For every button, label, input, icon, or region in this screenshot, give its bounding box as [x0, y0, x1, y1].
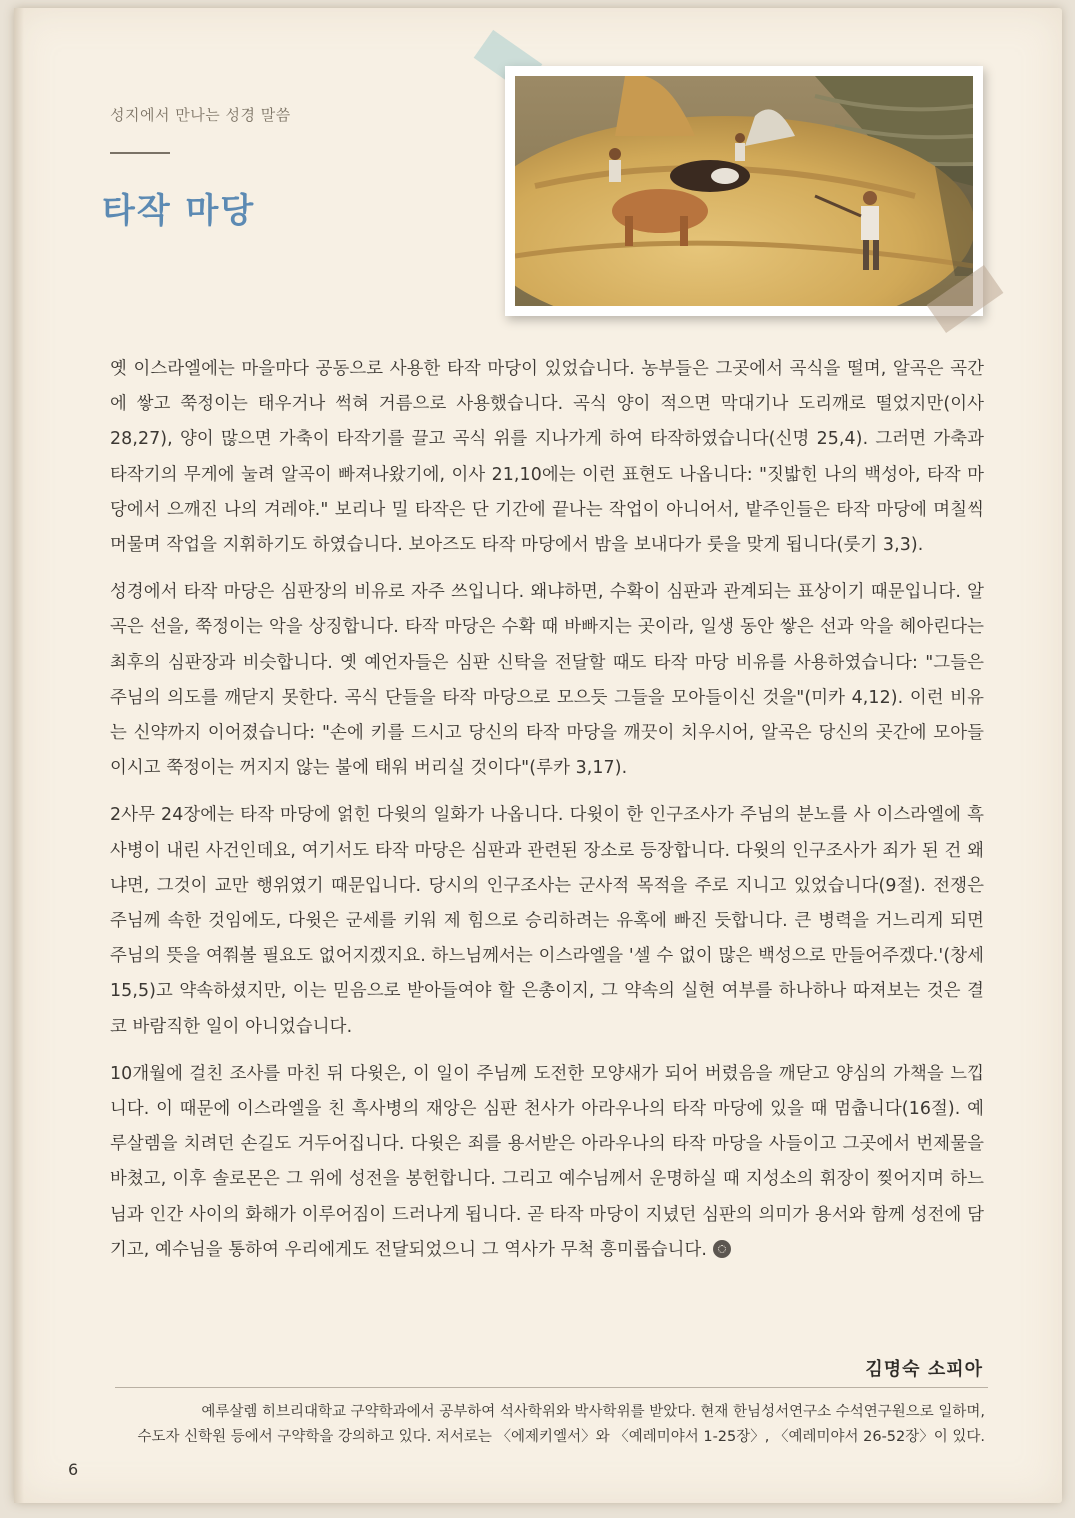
author-bio-line-2: 수도자 신학원 등에서 구약학을 강의하고 있다. 저서로는 〈에제키엘서〉와 〈예레미야서 1-25장〉, 〈예레미야서 26-52장〉이 있다. — [137, 1429, 985, 1445]
end-mark-icon — [713, 1240, 731, 1258]
paragraph-4 — [110, 1057, 984, 1268]
page-number: 6 — [68, 1460, 79, 1479]
article-body — [110, 352, 984, 1280]
author-name: 김명숙 소피아 — [865, 1359, 983, 1380]
author-bio-line-1: 예루살렘 히브리대학교 구약학과에서 공부하여 석사학위와 박사학위를 받았다. 현재 한님성서연구소 수석연구원으로 일하며, — [201, 1404, 985, 1420]
title-divider — [110, 152, 170, 154]
threshing-floor-photo — [515, 76, 973, 306]
author-bio — [125, 1400, 985, 1450]
paragraph-1: 옛 이스라엘에는 마을마다 공동으로 사용한 타작 마당이 있었습니다. 농부들은 그곳에서 곡식을 떨며, 알곡은 곡간에 쌓고 쭉정이는 태우거나 썩혀 거름으로 사용했습니다. 곡식 양이 적으면 막대기나 도리깨로 떨었지만(이사 28,27), 양이 많으면 가축이 타작기를 끌고 곡식 위를 지나가게 하여 타작하였습니다(신명 25,4). 그러면 가축과 타작기의 무게에 눌려 알곡이 빠져나왔기에, 이사 21,10에는 이런 표현도 나옵니다: "짓밟힌 나의 백성아, 타작 마당에서 으깨진 나의 겨레야." 보리나 밀 타작은 단 기간에 끝나는 작업이 아니어서, 밭주인들은 타작 마당에 며칠씩 머물며 작업을 지휘하기도 하였습니다. 보아즈도 타작 마당에서 밤을 보내다가 룻을 맞게 됩니다(룻기 3,3). — [110, 359, 984, 556]
paragraph-4-text: 10개월에 걸친 조사를 마친 뒤 다윗은, 이 일이 주님께 도전한 모양새가 되어 버렸음을 깨닫고 양심의 가책을 느낍니다. 이 때문에 이스라엘을 친 흑사병의 재앙은 심판 천사가 아라우나의 타작 마당에 있을 때 멈춥니다(16절). 예루살렘을 치려던 손길도 거두어집니다. 다윗은 죄를 용서받은 아라우나의 타작 마당을 사들이고 그곳에서 번제물을 바쳤고, 이후 솔로몬은 그 위에 성전을 봉헌합니다. 그리고 예수님께서 운명하실 때 지성소의 휘장이 찢어지며 하느님과 인간 사이의 화해가 이루어짐이 드러나게 됩니다. 곧 타작 마당이 지녔던 심판의 의미가 용서와 함께 성전에 담기고, 예수님을 통하여 우리에게도 전달되었으니 그 역사가 무척 흥미롭습니다. — [110, 1063, 984, 1260]
paragraph-2: 성경에서 타작 마당은 심판장의 비유로 자주 쓰입니다. 왜냐하면, 수확이 심판과 관계되는 표상이기 때문입니다. 알곡은 선을, 쭉정이는 악을 상징합니다. 타작 마당은 수확 때 바빠지는 곳이라, 일생 동안 쌓은 선과 악을 헤아린다는 최후의 심판장과 비슷합니다. 옛 예언자들은 심판 신탁을 전달할 때도 타작 마당 비유를 사용하였습니다: "그들은 주님의 의도를 깨닫지 못한다. 곡식 단들을 타작 마당으로 모으듯 그들을 모아들이신 것을"(미카 4,12). 이런 비유는 신약까지 이어졌습니다: "손에 키를 드시고 당신의 타작 마당을 깨끗이 치우시어, 알곡은 당신의 곳간에 모아들이시고 쭉정이는 꺼지지 않는 불에 태워 버리실 것이다"(루카 3,17). — [110, 582, 984, 779]
section-label: 성지에서 만나는 성경 말씀 — [110, 106, 291, 124]
threshing-photo-illustration — [515, 76, 973, 306]
page-title: 타작 마당 — [102, 191, 256, 231]
author-divider — [115, 1387, 988, 1388]
photo-frame — [505, 66, 983, 316]
paragraph-3: 2사무 24장에는 타작 마당에 얽힌 다윗의 일화가 나옵니다. 다윗이 한 인구조사가 주님의 분노를 사 이스라엘에 흑사병이 내린 사건인데요, 여기서도 타작 마당은 심판과 관련된 장소로 등장합니다. 다윗의 인구조사가 죄가 된 건 왜냐면, 그것이 교만 행위였기 때문입니다. 당시의 인구조사는 군사적 목적을 주로 지니고 있었습니다(9절). 전쟁은 주님께 속한 것임에도, 다윗은 군세를 키워 제 힘으로 승리하려는 유혹에 빠진 듯합니다. 큰 병력을 거느리게 되면 주님의 뜻을 여쭤볼 필요도 없어지겠지요. 하느님께서는 이스라엘을 '셀 수 없이 많은 백성으로 만들어주겠다.'(창세 15,5)고 약속하셨지만, 이는 믿음으로 받아들여야 할 은총이지, 그 약속의 실현 여부를 하나하나 따져보는 것은 결코 바람직한 일이 아니었습니다. — [110, 805, 984, 1037]
paper-edge — [14, 8, 24, 1503]
